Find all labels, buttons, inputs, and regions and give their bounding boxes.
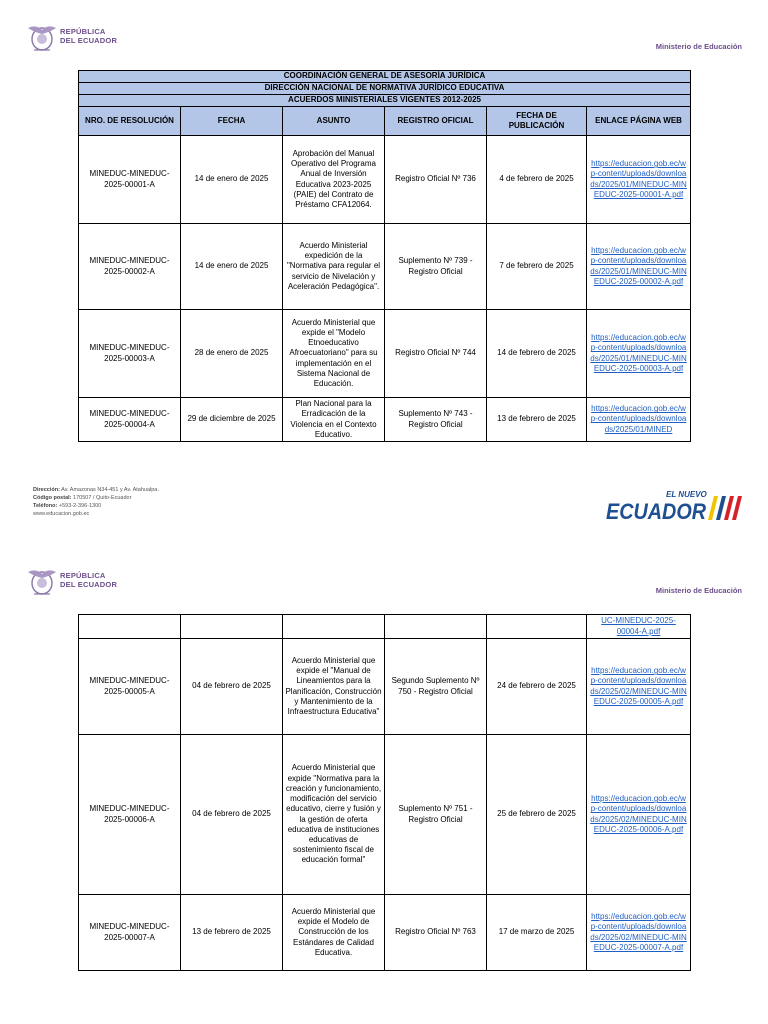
title-band: COORDINACIÓN GENERAL DE ASESORÍA JURÍDICA bbox=[79, 71, 691, 83]
table-row bbox=[79, 136, 691, 224]
empty-cell bbox=[385, 615, 487, 639]
resolution-date: 14 de enero de 2025 bbox=[181, 136, 283, 224]
table-row bbox=[79, 639, 691, 735]
postal-code-value: 170507 / Quito-Ecuador bbox=[73, 495, 132, 501]
coat-of-arms-icon bbox=[26, 566, 58, 596]
postal-code-label: Código postal: bbox=[33, 495, 72, 501]
resolution-number: MINEDUC-MINEDUC-2025-00004-A bbox=[79, 398, 181, 442]
government-logo bbox=[26, 18, 146, 62]
publication-date: 24 de febrero de 2025 bbox=[487, 639, 587, 735]
table-row bbox=[79, 310, 691, 398]
web-link[interactable]: https://educacion.gob.ec/wp-content/uploads/downloads/2025/01/MINED bbox=[587, 398, 691, 442]
official-registry: Registro Oficial Nº 736 bbox=[385, 136, 487, 224]
title-band: DIRECCIÓN NACIONAL DE NORMATIVA JURÍDICO EDUCATIVA bbox=[79, 83, 691, 95]
empty-cell bbox=[283, 615, 385, 639]
continuation-row bbox=[79, 615, 691, 639]
title-band-row bbox=[79, 95, 691, 107]
flag-stripe-red bbox=[724, 496, 734, 520]
logo-line-1: REPÚBLICA bbox=[60, 27, 106, 36]
resolution-number: MINEDUC-MINEDUC-2025-00007-A bbox=[79, 895, 181, 971]
column-header: ASUNTO bbox=[283, 107, 385, 136]
table-row bbox=[79, 398, 691, 442]
column-header-row bbox=[79, 107, 691, 136]
empty-cell bbox=[487, 615, 587, 639]
resolution-date: 28 de enero de 2025 bbox=[181, 310, 283, 398]
official-registry: Segundo Suplemento Nº 750 - Registro Oficial bbox=[385, 639, 487, 735]
website-link[interactable]: www.educacion.gob.ec bbox=[33, 511, 90, 517]
official-registry: Suplemento Nº 743 - Registro Oficial bbox=[385, 398, 487, 442]
resolution-number: MINEDUC-MINEDUC-2025-00002-A bbox=[79, 224, 181, 310]
resolutions-table-page-1 bbox=[78, 70, 691, 442]
publication-date: 14 de febrero de 2025 bbox=[487, 310, 587, 398]
page-2-header bbox=[0, 562, 768, 610]
web-link[interactable]: https://educacion.gob.ec/wp-content/uploads/downloads/2025/02/MINEDUC-MINEDUC-2025-00007-A.pdf bbox=[587, 895, 691, 971]
resolution-date: 13 de febrero de 2025 bbox=[181, 895, 283, 971]
web-link[interactable]: https://educacion.gob.ec/wp-content/uploads/downloads/2025/02/MINEDUC-MINEDUC-2025-00006-A.pdf bbox=[587, 735, 691, 895]
logo-line-2: DEL ECUADOR bbox=[60, 35, 118, 45]
publication-date: 25 de febrero de 2025 bbox=[487, 735, 587, 895]
resolution-number: MINEDUC-MINEDUC-2025-00006-A bbox=[79, 735, 181, 895]
resolution-subject: Acuerdo Ministerial que expide el "Modelo Etnoeducativo Afroecuatoriano" para su implementación en el Sistema Nacional de Educación. bbox=[283, 310, 385, 398]
phone-label: Teléfono: bbox=[33, 503, 58, 509]
official-registry: Registro Oficial Nº 763 bbox=[385, 895, 487, 971]
resolution-date: 29 de diciembre de 2025 bbox=[181, 398, 283, 442]
table-row bbox=[79, 735, 691, 895]
resolution-subject: Plan Nacional para la Erradicación de la Violencia en el Contexto Educativo. bbox=[283, 398, 385, 442]
footer-address bbox=[33, 486, 159, 518]
column-header: NRO. DE RESOLUCIÓN bbox=[79, 107, 181, 136]
el-nuevo-ecuador-logo bbox=[604, 488, 744, 524]
government-logo bbox=[26, 562, 146, 606]
logo-ecuador: ECUADOR bbox=[606, 499, 707, 524]
phone-value: +593-2-396-1300 bbox=[58, 503, 102, 509]
publication-date: 4 de febrero de 2025 bbox=[487, 136, 587, 224]
resolution-subject: Acuerdo Ministerial expedición de la "Normativa para regular el servicio de Nivelación y Aceleración Pedagógica". bbox=[283, 224, 385, 310]
empty-cell bbox=[79, 615, 181, 639]
ministry-label: Ministerio de Educación bbox=[655, 42, 742, 51]
resolution-subject: Acuerdo Ministerial que expide "Normativa para la creación y funcionamiento, modificación del servicio educativo, cierre y fusión y la gestión de oferta educativa de instituciones educativas de sostenimiento fiscal de educación formal" bbox=[283, 735, 385, 895]
resolution-subject: Acuerdo Ministerial que expide el Modelo de Construcción de los Estándares de Calidad Educativa. bbox=[283, 895, 385, 971]
official-registry: Suplemento Nº 739 - Registro Oficial bbox=[385, 224, 487, 310]
web-link[interactable]: https://educacion.gob.ec/wp-content/uploads/downloads/2025/01/MINEDUC-MINEDUC-2025-00003-A.pdf bbox=[587, 310, 691, 398]
publication-date: 13 de febrero de 2025 bbox=[487, 398, 587, 442]
address-value: Av. Amazonas N34-451 y Av. Atahualpa. bbox=[61, 487, 159, 493]
flag-stripe-blue bbox=[716, 496, 726, 520]
resolution-number: MINEDUC-MINEDUC-2025-00001-A bbox=[79, 136, 181, 224]
empty-cell bbox=[181, 615, 283, 639]
publication-date: 7 de febrero de 2025 bbox=[487, 224, 587, 310]
flag-stripe-red-2 bbox=[732, 496, 742, 520]
title-band-row bbox=[79, 83, 691, 95]
resolutions-table-page-2 bbox=[78, 614, 691, 971]
column-header: REGISTRO OFICIAL bbox=[385, 107, 487, 136]
official-registry: Suplemento Nº 751 - Registro Oficial bbox=[385, 735, 487, 895]
resolution-subject: Acuerdo Ministerial que expide el "Manual de Lineamientos para la Planificación, Construcción y Mantenimiento de la Infraestructura Educativa" bbox=[283, 639, 385, 735]
column-header: FECHA DE PUBLICACIÓN bbox=[487, 107, 587, 136]
web-link-continuation[interactable]: UC-MINEDUC-2025-00004-A.pdf bbox=[587, 615, 691, 639]
logo-line-1: REPÚBLICA bbox=[60, 571, 106, 580]
resolution-date: 04 de febrero de 2025 bbox=[181, 639, 283, 735]
title-band: ACUERDOS MINISTERIALES VIGENTES 2012-2025 bbox=[79, 95, 691, 107]
page-1-header bbox=[0, 18, 768, 66]
logo-el-nuevo: EL NUEVO bbox=[666, 490, 707, 499]
coat-of-arms-icon bbox=[26, 22, 58, 52]
table-row bbox=[79, 224, 691, 310]
resolution-date: 04 de febrero de 2025 bbox=[181, 735, 283, 895]
web-link[interactable]: https://educacion.gob.ec/wp-content/uploads/downloads/2025/01/MINEDUC-MINEDUC-2025-00001-A.pdf bbox=[587, 136, 691, 224]
ministry-label: Ministerio de Educación bbox=[655, 586, 742, 595]
table-row bbox=[79, 895, 691, 971]
publication-date: 17 de marzo de 2025 bbox=[487, 895, 587, 971]
resolution-subject: Aprobación del Manual Operativo del Programa Anual de Inversión Educativa 2023-2025 (PAIE) del Contrato de Préstamo CFA12064. bbox=[283, 136, 385, 224]
column-header: FECHA bbox=[181, 107, 283, 136]
web-link[interactable]: https://educacion.gob.ec/wp-content/uploads/downloads/2025/02/MINEDUC-MINEDUC-2025-00005-A.pdf bbox=[587, 639, 691, 735]
resolution-number: MINEDUC-MINEDUC-2025-00005-A bbox=[79, 639, 181, 735]
address-label: Dirección: bbox=[33, 487, 60, 493]
resolution-number: MINEDUC-MINEDUC-2025-00003-A bbox=[79, 310, 181, 398]
web-link[interactable]: https://educacion.gob.ec/wp-content/uploads/downloads/2025/01/MINEDUC-MINEDUC-2025-00002-A.pdf bbox=[587, 224, 691, 310]
column-header: ENLACE PÁGINA WEB bbox=[587, 107, 691, 136]
official-registry: Registro Oficial Nº 744 bbox=[385, 310, 487, 398]
flag-stripe-yellow bbox=[708, 496, 718, 520]
logo-line-2: DEL ECUADOR bbox=[60, 579, 118, 589]
title-band-row bbox=[79, 71, 691, 83]
resolution-date: 14 de enero de 2025 bbox=[181, 224, 283, 310]
